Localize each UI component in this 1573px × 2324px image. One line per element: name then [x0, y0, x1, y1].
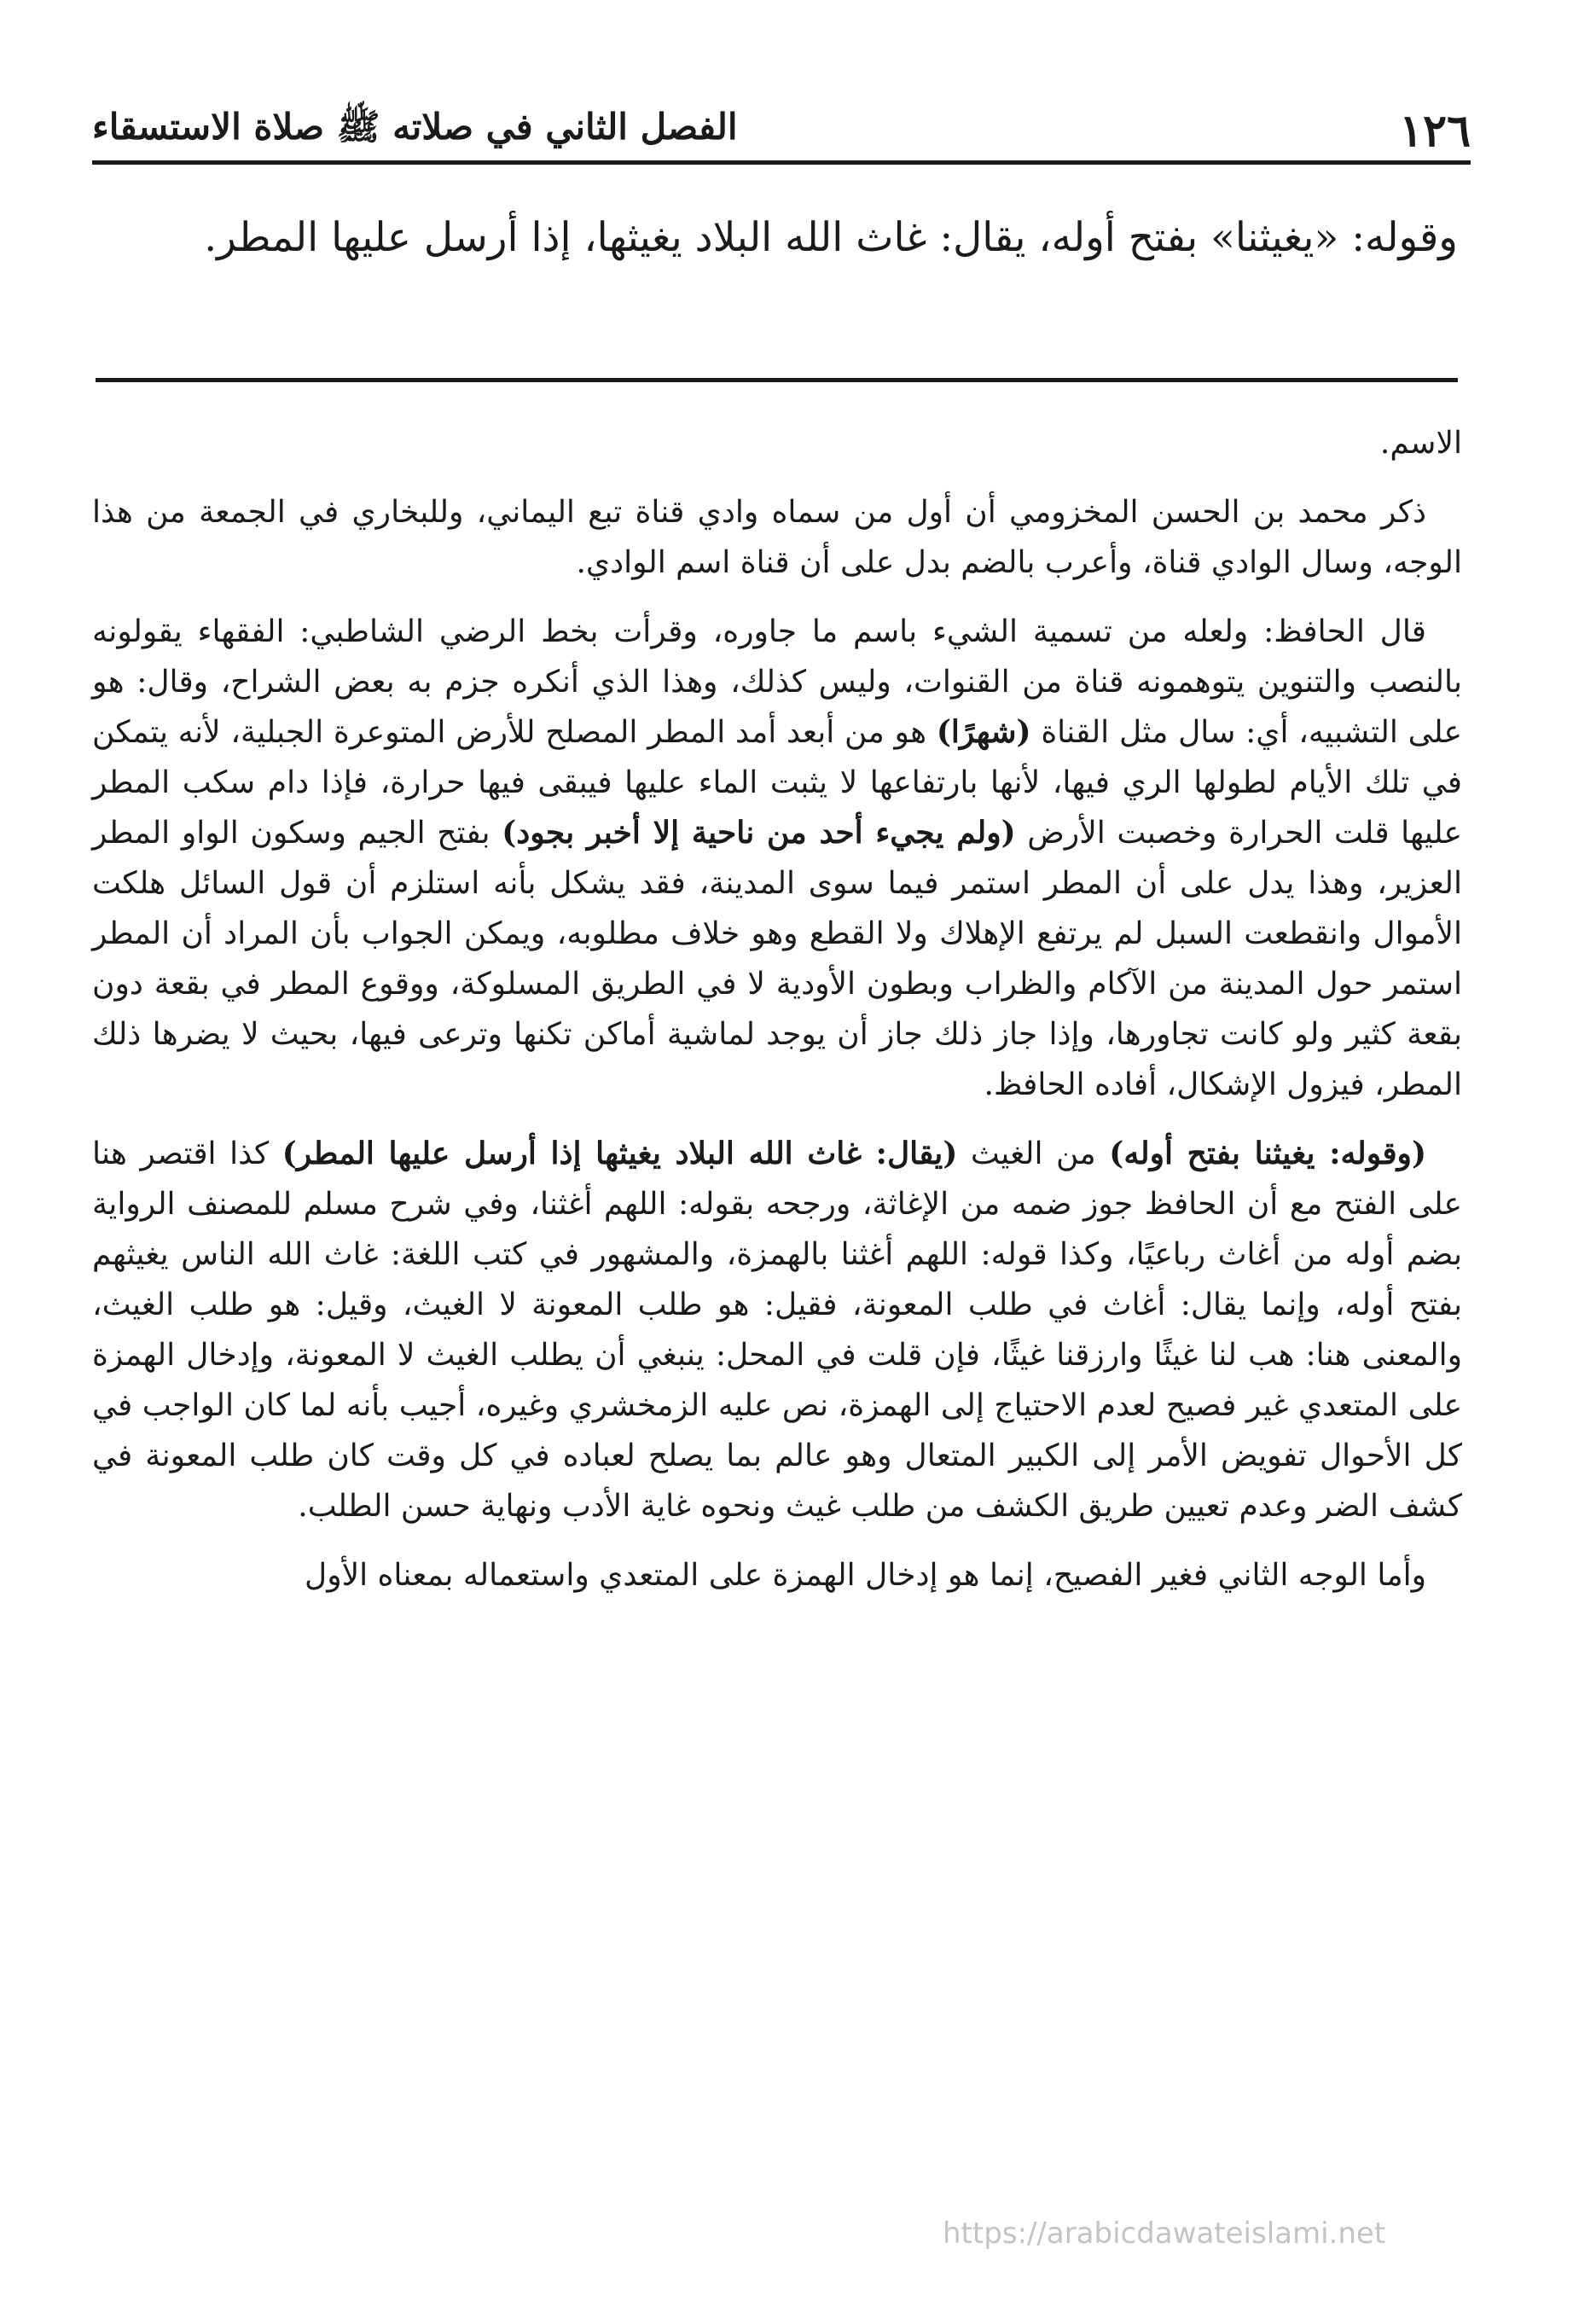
- chapter-title: الفصل الثاني في صلاته ﷺ صلاة الاستسقاء: [92, 105, 738, 148]
- commentary-paragraph: [92, 1550, 1462, 1601]
- commentary-paragraph: [92, 418, 1462, 468]
- paragraph-text: بفتح الجيم وسكون الواو المطر العزير، وهذا يدل على أن المطر استمر فيما سوى المدينة، فقد يشكل بأنه استلزم أن قول السائل هلكت الأموال وانقطعت السبل لم يرتفع الإهلاك ولا القطع وهو خلاف مطلوبه، ويمكن الجواب بأن المراد أن المطر استمر حول المدينة من الآكام والظراب وبطون الأودية لا في الطريق المسلوكة، ووقوع المطر في بقعة دون بقعة كثير ولو كانت تجاورها، وإذا جاز ذلك جاز أن يوجد لماشية أماكن تكنها وترعى فيها، بحيث لا يضرها ذلك المطر، فيزول الإشكال، أفاده الحافظ.: [92, 816, 1462, 1102]
- bold-quote: (وقوله: يغيثنا بفتح أوله): [1109, 1136, 1426, 1171]
- section-divider: [96, 378, 1458, 382]
- page-number: ١٢٦: [1399, 104, 1471, 157]
- paragraph-text: قال الحافظ: ولعله من تسمية الشيء باسم ما جاوره، وقرأت بخط الرضي الشاطبي: الفقهاء يقولونه بالنصب والتنوين يتوهمونه قناة من القنوات، وليس كذلك، وهذا الذي أنكره جزم به بعض الشراح، وقال: هو على التشبيه، أي: سال مثل القناة: [92, 614, 1462, 750]
- paragraph-text: وأما الوجه الثاني فغير الفصيح، إنما هو إدخال الهمزة على المتعدي واستعماله بمعناه الأول: [305, 1558, 1426, 1593]
- watermark-url: https://arabicdawateislami.net: [943, 2217, 1386, 2251]
- running-header: [92, 101, 1471, 165]
- matn-quote: [92, 198, 1458, 278]
- bold-quote: (ولم يجيء أحد من ناحية إلا أخبر بجود): [502, 815, 1016, 851]
- commentary-body: [92, 418, 1462, 1609]
- bold-quote: (يقال: غاث الله البلاد يغيثها إذا أرسل عليها المطر): [282, 1136, 958, 1171]
- commentary-paragraph: [92, 487, 1462, 588]
- paragraph-text: ذكر محمد بن الحسن المخزومي أن أول من سماه وادي قناة تبع اليماني، وللبخاري في الجمعة من هذا الوجه، وسال الوادي قناة، وأعرب بالضم بدل على أن قناة اسم الوادي.: [92, 495, 1462, 580]
- matn-quote-text: وقوله: «يغيثنا» بفتح أوله، يقال: غاث الله البلاد يغيثها، إذا أرسل عليها المطر.: [204, 214, 1458, 261]
- paragraph-text: كذا اقتصر هنا على الفتح مع أن الحافظ جوز ضمه من الإغاثة، ورجحه بقوله: اللهم أغثنا، وفي شرح مسلم للمصنف الرواية بضم أوله من أغاث رباعيًا، وكذا قوله: اللهم أغثنا بالهمزة، والمشهور في كتب اللغة: غاث الله الناس يغيثهم بفتح أوله، وإنما يقال: أغاث في طلب المعونة، فقيل: هو طلب المعونة لا الغيث، وقيل: هو طلب الغيث، والمعنى هنا: هب لنا غيثًا وارزقنا غيثًا، فإن قلت في المحل: ينبغي أن يطلب الغيث لا المعونة، وإدخال الهمزة على المتعدي غير فصيح لعدم الاحتياج إلى الهمزة، نص عليه الزمخشري وغيره، أجيب بأنه لما كان الواجب في كل الأحوال تفويض الأمر إلى الكبير المتعال وهو عالم بما يصلح لعباده في كل وقت كان طلب المعونة في كشف الضر وعدم تعيين طريق الكشف من طلب غيث ونحوه غاية الأدب ونهاية حسن الطلب.: [92, 1136, 1462, 1524]
- paragraph-text: من الغيث: [970, 1136, 1096, 1171]
- commentary-paragraph: [92, 607, 1462, 1110]
- paragraph-text: الاسم.: [1379, 426, 1462, 461]
- bold-quote: (شهرًا): [936, 714, 1031, 750]
- paragraph-text: هو من أبعد أمد المطر المصلح للأرض المتوعرة الجبلية، لأنه يتمكن في تلك الأيام لطولها الري فيها، لأنها بارتفاعها لا يثبت الماء عليها فيبقى فيها حرارة، فإذا دام سكب المطر عليها قلت الحرارة وخصبت الأرض: [92, 715, 1463, 851]
- commentary-paragraph: [92, 1129, 1462, 1531]
